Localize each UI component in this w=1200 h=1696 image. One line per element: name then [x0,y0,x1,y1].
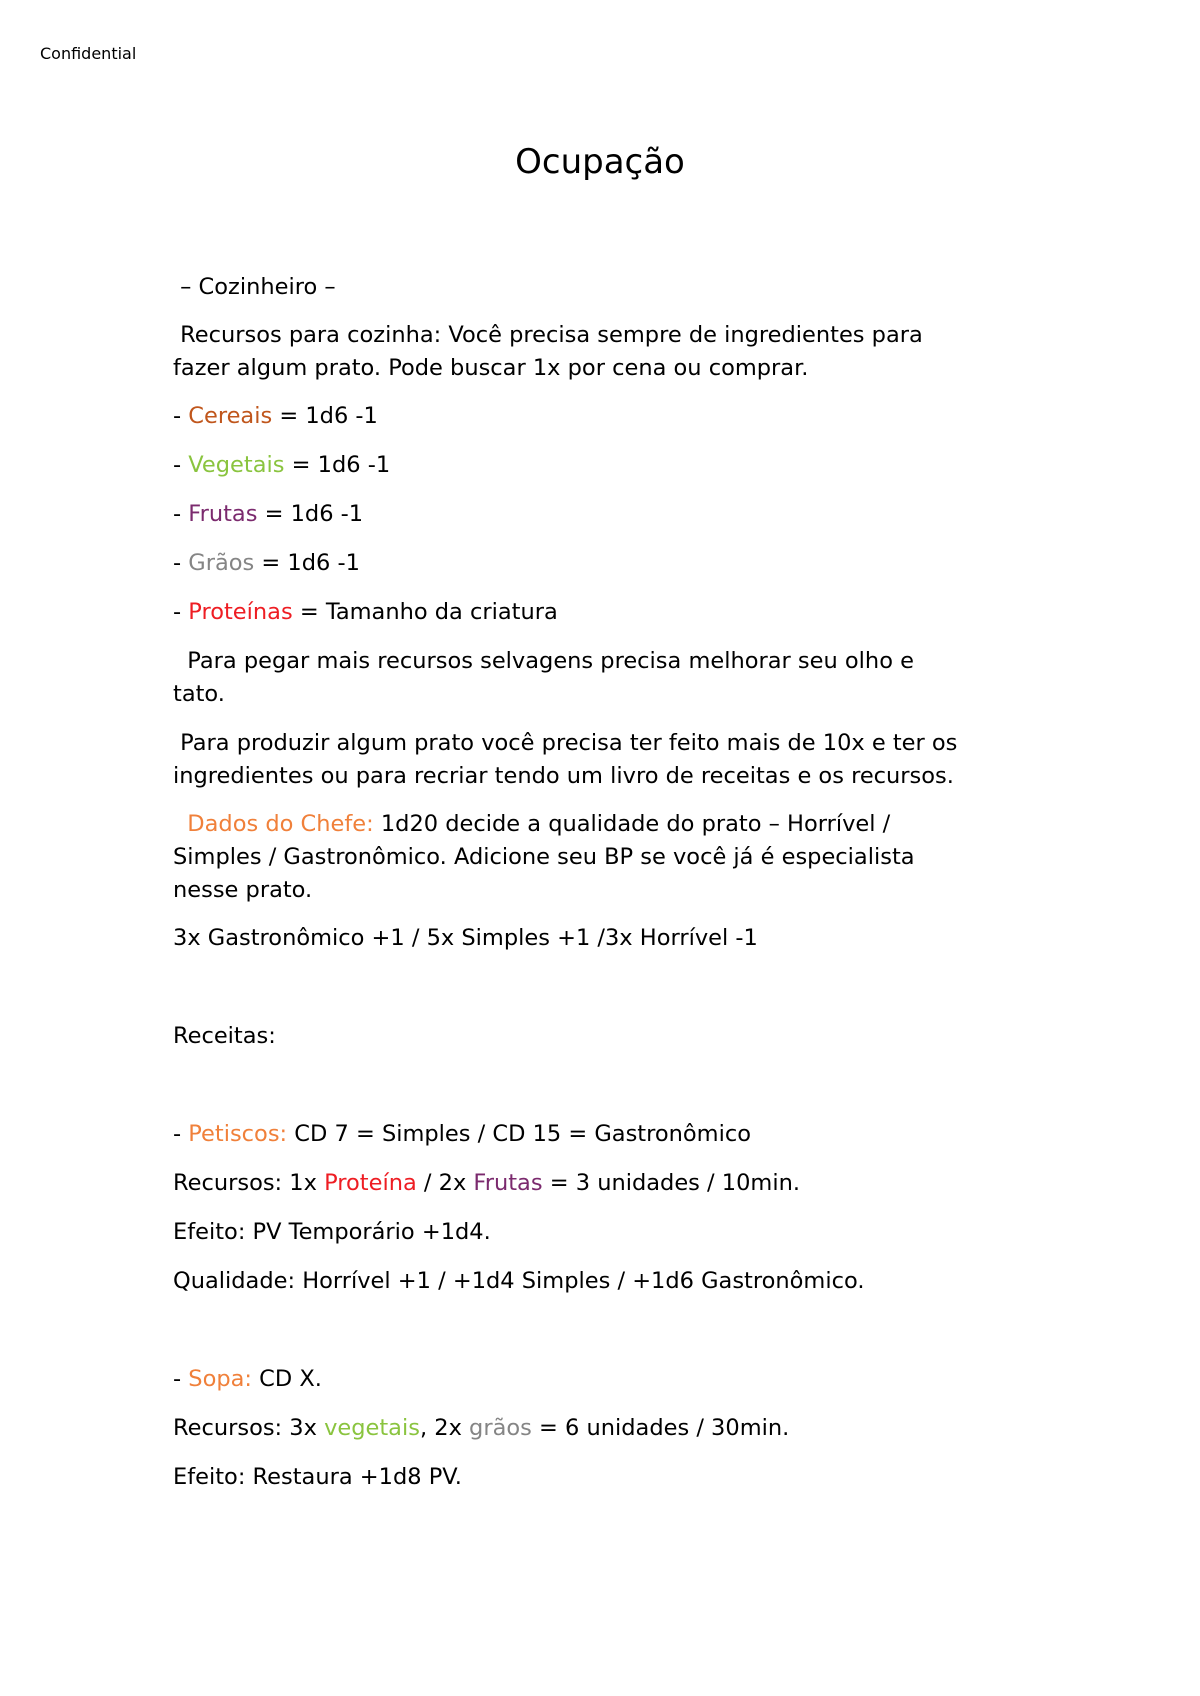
chef-line-2: Simples / Gastronômico. Adicione seu BP se você já é especialista [173,844,915,870]
resource-frutas: - Frutas = 1d6 -1 [173,501,364,527]
resource-vegetais: - Vegetais = 1d6 -1 [173,452,391,478]
produce-line-2: ingredientes ou para recriar tendo um livro de receitas e os recursos. [173,763,954,789]
chef-line-3: nesse prato. [173,877,313,903]
resource-name-cereais: Cereais [188,403,273,429]
resource-proteinas: - Proteínas = Tamanho da criatura [173,599,558,625]
progress-line: 3x Gastronômico +1 / 5x Simples +1 /3x Horrível -1 [173,925,758,951]
recipe-petiscos-title: - Petiscos: CD 7 = Simples / CD 15 = Gastronômico [173,1121,751,1147]
recipe-petiscos-quality: Qualidade: Horrível +1 / +1d4 Simples / +1d6 Gastronômico. [173,1268,865,1294]
recipe-petiscos-effect: Efeito: PV Temporário +1d4. [173,1219,491,1245]
recipe-sopa-effect: Efeito: Restaura +1d8 PV. [173,1464,462,1490]
resource-graos: - Grãos = 1d6 -1 [173,550,360,576]
resource-name-vegetais: Vegetais [188,452,285,478]
page-title: Ocupação [515,142,685,182]
resource-name-proteinas: Proteínas [188,599,293,625]
recipe-petiscos-name: Petiscos: [188,1121,288,1147]
recipe-sopa-title: - Sopa: CD X. [173,1366,322,1392]
chef-dice-label: Dados do Chefe: [173,811,374,837]
resource-name-frutas: Frutas [188,501,258,527]
intro-line-2: fazer algum prato. Pode buscar 1x por cena ou comprar. [173,355,809,381]
resource-cereais: - Cereais = 1d6 -1 [173,403,378,429]
wild-line-1: Para pegar mais recursos selvagens precisa melhorar seu olho e [173,648,914,674]
resource-name-graos: Grãos [188,550,255,576]
wild-line-2: tato. [173,681,225,707]
recipe-sopa-resources: Recursos: 3x vegetais, 2x grãos = 6 unidades / 30min. [173,1415,790,1441]
section-heading: – Cozinheiro – [173,274,336,300]
intro-line-1: Recursos para cozinha: Você precisa sempre de ingredientes para [173,322,923,348]
recipe-petiscos-resources: Recursos: 1x Proteína / 2x Frutas = 3 unidades / 10min. [173,1170,800,1196]
chef-line-1: Dados do Chefe: 1d20 decide a qualidade do prato – Horrível / [173,811,891,837]
confidential-label: Confidential [40,44,137,63]
recipes-heading: Receitas: [173,1023,276,1049]
recipe-sopa-name: Sopa: [188,1366,252,1392]
produce-line-1: Para produzir algum prato você precisa ter feito mais de 10x e ter os [173,730,958,756]
